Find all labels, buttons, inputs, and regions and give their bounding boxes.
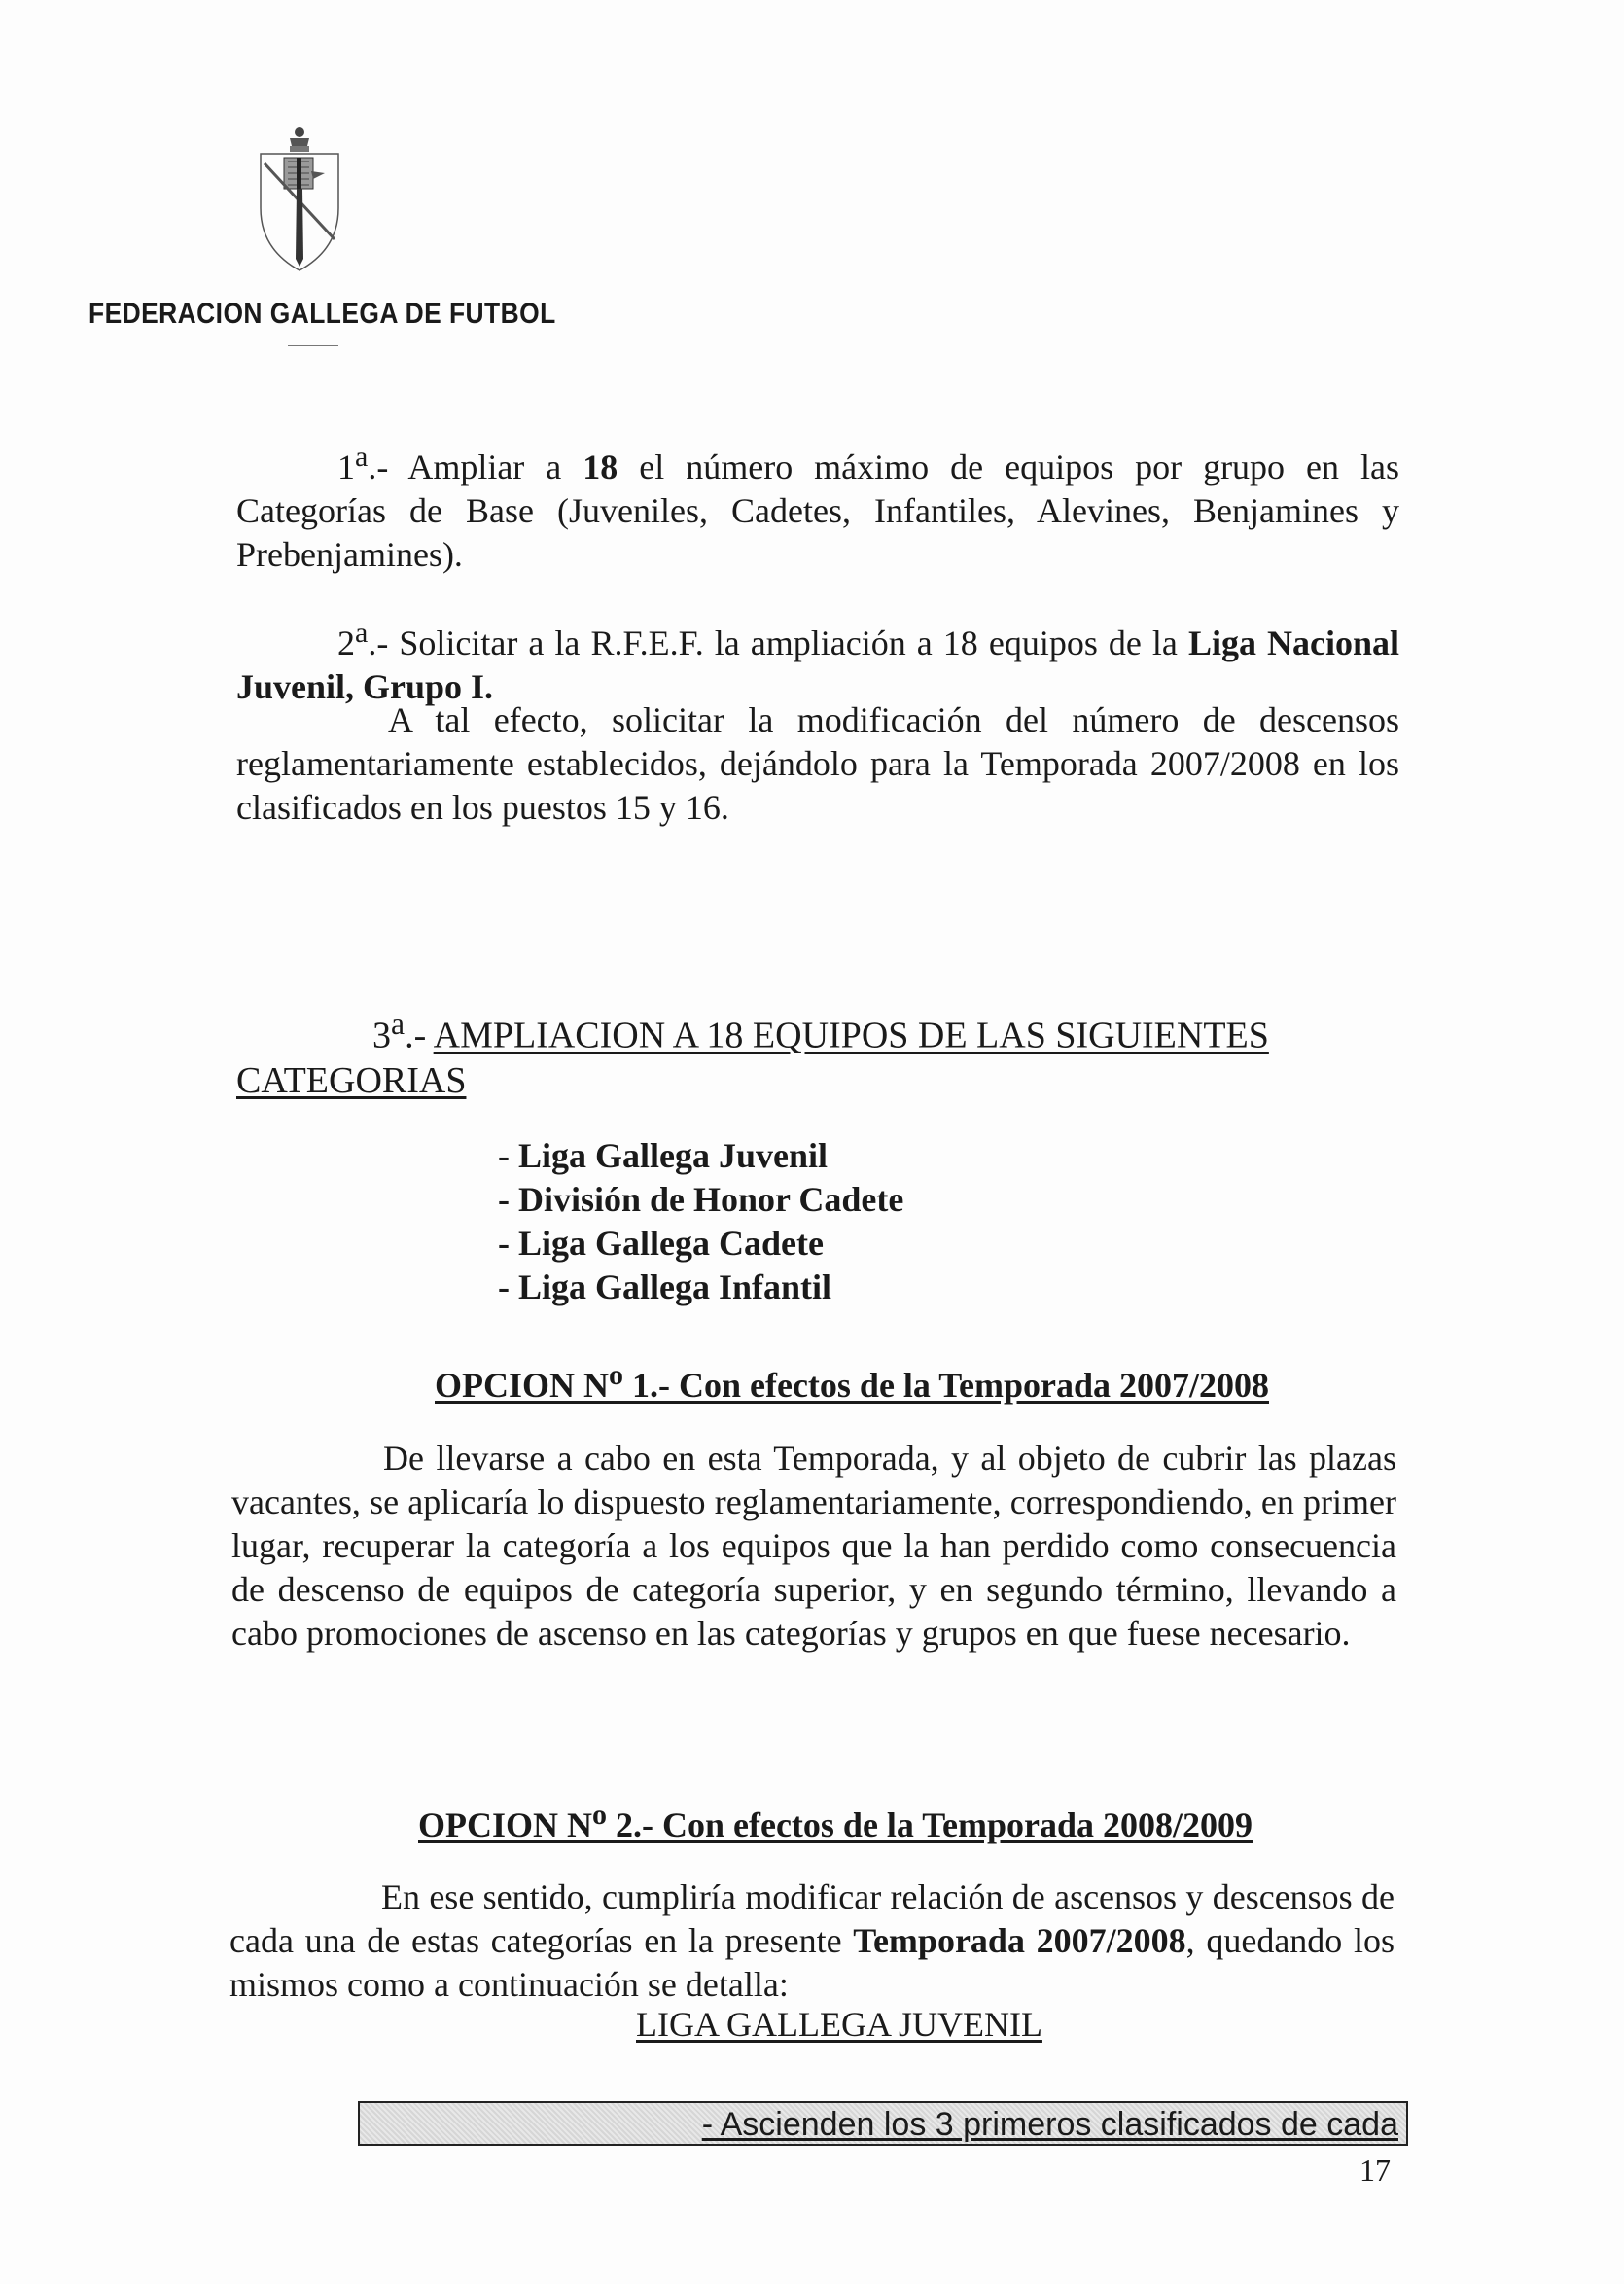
item-2-number: 2$^a$.-: [337, 617, 389, 662]
option-2-body: En ese sentido, cumpliría modificar relación de ascensos y descensos de cada una de estas categorías en la presente Temporada 2007/2008, quedando los mismos como a continuación se detalla:: [229, 1877, 1395, 2004]
category-item: - Liga Gallega Cadete: [498, 1224, 824, 1263]
item-3-heading: 3$^a$.- AMPLIACION A 18 EQUIPOS DE LAS SIGUIENTES CATEGORIAS: [236, 1007, 1269, 1101]
shaded-box-text: - Ascienden los 3 primeros clasificados de cada: [701, 2106, 1398, 2143]
category-item: - Liga Gallega Infantil: [498, 1267, 832, 1306]
item-2-detail-paragraph: A tal efecto, solicitar la modificación del número de descensos reglamentariamente establecidos, dejándolo para la Temporada 2007/2008 en los clasificados en los puestos 15 y 16.: [236, 700, 1399, 827]
item-2-paragraph: 2$^a$.- Solicitar a la R.F.E.F. la ampliación a 18 equipos de la Liga Nacional Juvenil, Grupo I.: [236, 617, 1399, 706]
option-2-heading: OPCION $N^o$ 2.- Con efectos de la Temporada 2008/2009: [418, 1799, 1253, 1844]
shaded-text-box: [358, 2101, 1408, 2146]
category-list: [498, 1134, 903, 1309]
liga-gallega-juvenil-subheading: LIGA GALLEGA JUVENIL: [636, 2005, 1042, 2044]
option-1-heading: OPCION $N^o$ 1.- Con efectos de la Temporada 2007/2008: [435, 1359, 1269, 1405]
item-1-number: 1$^a$.-: [337, 441, 389, 486]
header-rule: [288, 345, 338, 346]
federation-shield-emblem-icon: [255, 125, 344, 276]
page-number: 17: [1359, 2153, 1391, 2188]
category-item: - División de Honor Cadete: [498, 1180, 904, 1219]
organization-name: FEDERACION GALLEGA DE FUTBOL: [88, 298, 556, 330]
option-1-body: De llevarse a cabo en esta Temporada, y al objeto de cubrir las plazas vacantes, se aplicaría lo dispuesto reglamentariamente, correspondiendo, en primer lugar, recuperar la categoría a los equipos que la han perdido como consecuencia de descenso de equipos de categoría superior, y en segundo término, llevando a cabo promociones de ascenso en las categorías y grupos en que fuese necesario.: [231, 1439, 1396, 1653]
category-item: - Liga Gallega Juvenil: [498, 1136, 829, 1175]
item-1-paragraph: 1$^a$.- Ampliar a 18 el número máximo de equipos por grupo en las Categorías de Base (Juveniles, Cadetes, Infantiles, Alevines, Benjamines y Prebenjamines).: [236, 441, 1399, 574]
